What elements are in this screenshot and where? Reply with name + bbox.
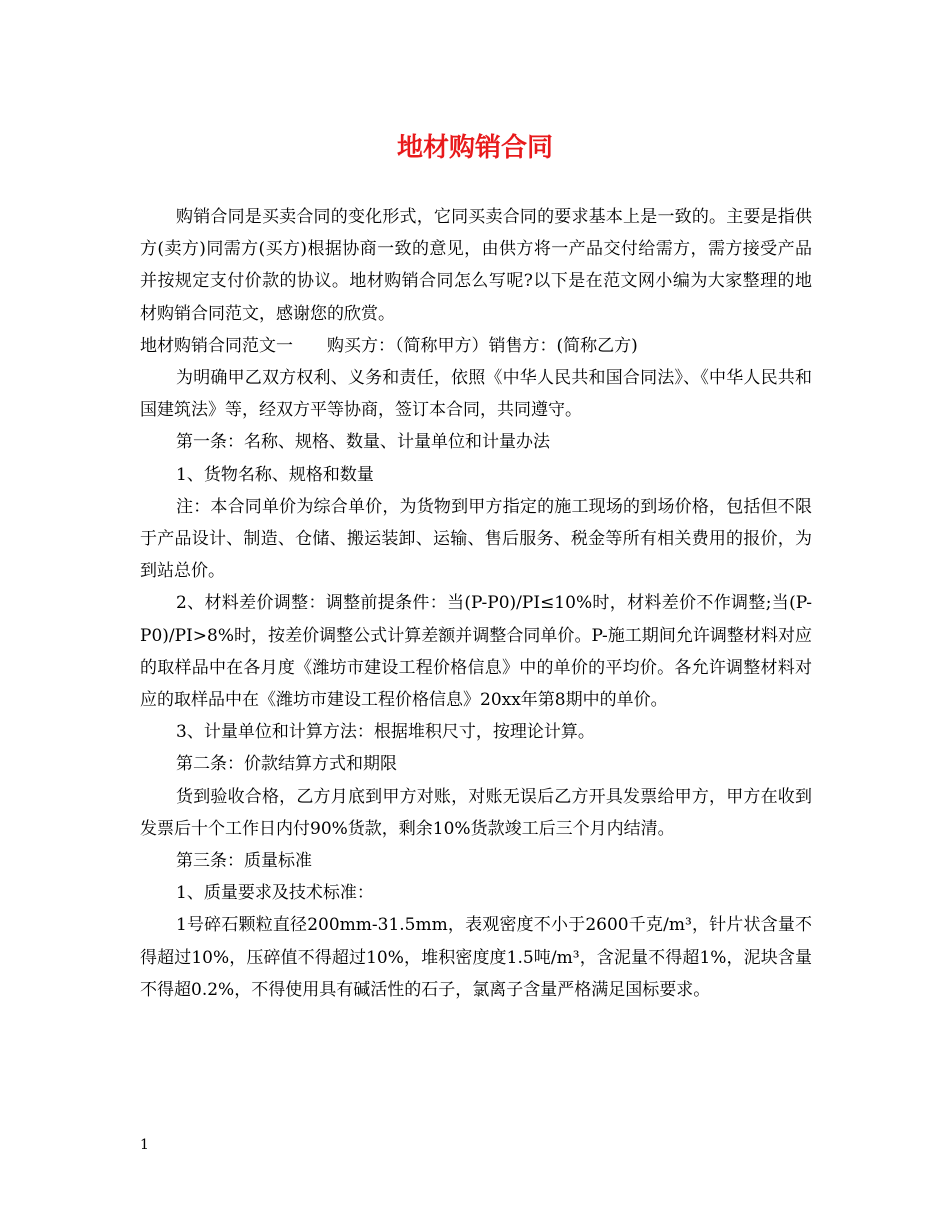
article-1-heading: 第一条：名称、规格、数量、计量单位和计量办法 [176, 432, 550, 453]
clause-1-2: 2、材料差价调整：调整前提条件：当(P-P0)/PI≤10%时，材料差价不作调整;当(P-P0)/PI>8%时，按差价调整公式计算差额并调整合同单价。P-施工期间允许调整材料对应的取样品中在各月度《潍坊市建设工程价格信息》中的单价的平均价。各允许调整材料对应的取样品中在《潍坊市建设工程价格信息》20xx年第8期中的单价。 [140, 593, 812, 711]
page-number: 1 [140, 1137, 149, 1153]
clause-1-3: 3、计量单位和计算方法：根据堆积尺寸，按理论计算。 [176, 722, 595, 743]
article-2-body: 货到验收合格，乙方月底到甲方对账，对账无误后乙方开具发票给甲方，甲方在收到发票后十个工作日内付90%货款，剩余10%货款竣工后三个月内结清。 [140, 786, 812, 839]
paragraph-intro: 购销合同是买卖合同的变化形式，它同买卖合同的要求基本上是一致的。主要是指供方(卖方)同需方(买方)根据协商一致的意见，由供方将一产品交付给需方，需方接受产品并按规定支付价款的协议。地材购销合同怎么写呢?以下是在范文网小编为大家整理的地材购销合同范文，感谢您的欣赏。 [140, 207, 812, 324]
document-body [140, 201, 812, 1006]
clause-1-1: 1、货物名称、规格和数量 [176, 464, 374, 485]
paragraph-sample-heading: 地材购销合同范文一 购买方：（简称甲方）销售方：(简称乙方) [140, 335, 638, 356]
document-title: 地材购销合同 [396, 133, 553, 163]
clause-note: 注：本合同单价为综合单价，为货物到甲方指定的施工现场的到场价格，包括但不限于产品设计、制造、仓储、搬运装卸、运输、售后服务、税金等所有相关费用的报价，为到站总价。 [140, 496, 812, 582]
article-2-heading: 第二条：价款结算方式和期限 [176, 754, 397, 775]
clause-3-1: 1、质量要求及技术标准： [176, 883, 374, 904]
clause-3-1-body: 1号碎石颗粒直径200mm-31.5mm，表观密度不小于2600千克/m³，针片状含量不得超过10%，压碎值不得超过10%，堆积密度度1.5吨/m³，含泥量不得超1%，泥块含量不得超0.2%，不得使用具有碱活性的石子，氯离子含量严格满足国标要求。 [140, 915, 812, 1000]
paragraph-purpose: 为明确甲乙双方权利、义务和责任，依照《中华人民共和国合同法》、《中华人民共和国建筑法》等，经双方平等协商，签订本合同，共同遵守。 [140, 368, 812, 421]
article-3-heading: 第三条：质量标准 [176, 851, 312, 872]
